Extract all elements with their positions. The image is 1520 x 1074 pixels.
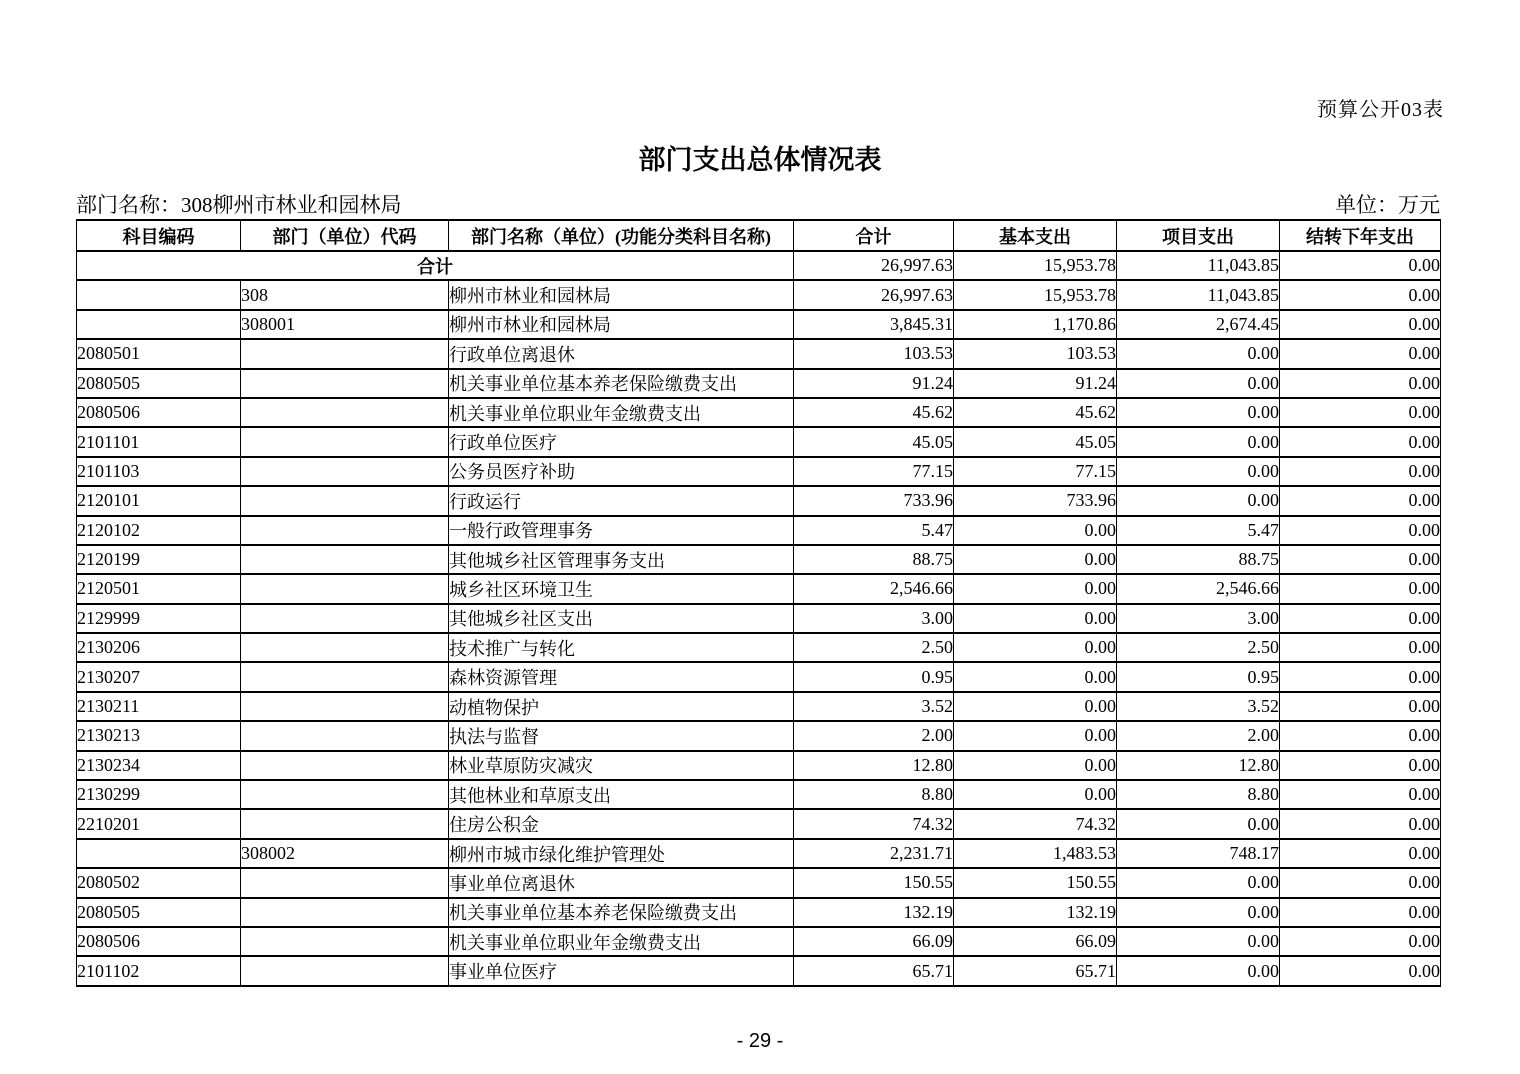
cell-carryover: 0.00 [1280,809,1441,838]
cell-dept-code [241,486,449,515]
table-row [77,604,1441,633]
cell-name: 行政单位医疗 [449,427,794,456]
cell-project: 2,674.45 [1117,310,1280,339]
grand-total-label: 合计 [77,251,794,280]
grand-total-basic: 15,953.78 [954,251,1117,280]
cell-basic: 132.19 [954,898,1117,927]
cell-basic: 0.00 [954,633,1117,662]
cell-dept-code [241,662,449,691]
cell-project: 2.00 [1117,721,1280,750]
cell-carryover: 0.00 [1280,692,1441,721]
cell-total: 45.62 [794,398,954,427]
cell-dept-code [241,898,449,927]
page-number: - 29 - [736,1030,784,1052]
cell-name: 柳州市林业和园林局 [449,280,794,309]
cell-name: 动植物保护 [449,692,794,721]
cell-project: 0.00 [1117,398,1280,427]
cell-subject-code: 2101101 [77,427,241,456]
header-dept-name: 部门名称（单位）(功能分类科目名称) [449,220,794,251]
cell-dept-code [241,427,449,456]
cell-basic: 0.00 [954,604,1117,633]
cell-name: 机关事业单位职业年金缴费支出 [449,927,794,956]
cell-carryover: 0.00 [1280,398,1441,427]
cell-basic: 0.00 [954,751,1117,780]
header-project-expenditure: 项目支出 [1117,220,1280,251]
cell-carryover: 0.00 [1280,310,1441,339]
cell-project: 2.50 [1117,633,1280,662]
cell-basic: 77.15 [954,457,1117,486]
cell-dept-code: 308002 [241,839,449,868]
cell-total: 8.80 [794,780,954,809]
cell-total: 26,997.63 [794,280,954,309]
cell-carryover: 0.00 [1280,369,1441,398]
cell-project: 0.00 [1117,486,1280,515]
cell-name: 森林资源管理 [449,662,794,691]
cell-name: 机关事业单位基本养老保险缴费支出 [449,369,794,398]
form-number-label: 预算公开03表 [1317,99,1444,121]
cell-name: 其他城乡社区管理事务支出 [449,545,794,574]
cell-dept-code [241,692,449,721]
cell-total: 2.00 [794,721,954,750]
cell-carryover: 0.00 [1280,751,1441,780]
expenditure-table [76,219,1441,987]
table-row [77,809,1441,838]
cell-total: 2,546.66 [794,574,954,603]
table-header [77,220,1441,251]
cell-dept-code [241,809,449,838]
table-row [77,721,1441,750]
cell-basic: 103.53 [954,339,1117,368]
cell-basic: 0.00 [954,780,1117,809]
table-row [77,310,1441,339]
cell-name: 柳州市林业和园林局 [449,310,794,339]
cell-name: 机关事业单位职业年金缴费支出 [449,398,794,427]
cell-dept-code [241,545,449,574]
cell-subject-code: 2101103 [77,457,241,486]
cell-total: 0.95 [794,662,954,691]
cell-dept-code [241,398,449,427]
cell-dept-code: 308 [241,280,449,309]
cell-carryover: 0.00 [1280,868,1441,897]
table-row [77,868,1441,897]
cell-subject-code: 2130299 [77,780,241,809]
cell-project: 0.00 [1117,809,1280,838]
cell-subject-code: 2130213 [77,721,241,750]
cell-project: 88.75 [1117,545,1280,574]
cell-name: 其他林业和草原支出 [449,780,794,809]
unit-label: 单位：万元 [1335,193,1440,217]
table-body [77,251,1441,986]
cell-name: 林业草原防灾减灾 [449,751,794,780]
cell-dept-code [241,339,449,368]
cell-dept-code [241,721,449,750]
cell-subject-code: 2130207 [77,662,241,691]
cell-carryover: 0.00 [1280,427,1441,456]
table-meta-row [76,189,1440,219]
table-row [77,339,1441,368]
cell-basic: 1,170.86 [954,310,1117,339]
table-row [77,398,1441,427]
cell-dept-code [241,751,449,780]
cell-name: 事业单位离退休 [449,868,794,897]
cell-basic: 733.96 [954,486,1117,515]
cell-project: 8.80 [1117,780,1280,809]
header-row [77,220,1441,251]
cell-total: 77.15 [794,457,954,486]
cell-basic: 91.24 [954,369,1117,398]
cell-carryover: 0.00 [1280,516,1441,545]
cell-carryover: 0.00 [1280,280,1441,309]
cell-project: 3.00 [1117,604,1280,633]
cell-dept-code [241,927,449,956]
header-subject-code: 科目编码 [77,220,241,251]
cell-project: 0.00 [1117,956,1280,985]
cell-basic: 0.00 [954,516,1117,545]
table-row [77,280,1441,309]
cell-carryover: 0.00 [1280,633,1441,662]
cell-subject-code: 2101102 [77,956,241,985]
table-row-grand-total [77,251,1441,280]
header-carryover-expenditure: 结转下年支出 [1280,220,1441,251]
cell-project: 0.00 [1117,339,1280,368]
cell-subject-code: 2080502 [77,868,241,897]
cell-total: 2,231.71 [794,839,954,868]
cell-project: 748.17 [1117,839,1280,868]
table-row [77,927,1441,956]
table-row [77,751,1441,780]
cell-name: 公务员医疗补助 [449,457,794,486]
header-basic-expenditure: 基本支出 [954,220,1117,251]
table-row [77,545,1441,574]
cell-dept-code [241,574,449,603]
cell-project: 0.00 [1117,898,1280,927]
cell-name: 城乡社区环境卫生 [449,574,794,603]
department-name-label: 部门名称：308柳州市林业和园林局 [76,193,402,217]
cell-total: 733.96 [794,486,954,515]
cell-subject-code: 2130211 [77,692,241,721]
cell-basic: 15,953.78 [954,280,1117,309]
cell-dept-code [241,604,449,633]
table-row [77,369,1441,398]
cell-dept-code [241,369,449,398]
cell-name: 技术推广与转化 [449,633,794,662]
cell-basic: 65.71 [954,956,1117,985]
cell-total: 88.75 [794,545,954,574]
cell-basic: 0.00 [954,574,1117,603]
cell-total: 65.71 [794,956,954,985]
cell-basic: 0.00 [954,692,1117,721]
cell-total: 3.00 [794,604,954,633]
cell-subject-code: 2130234 [77,751,241,780]
cell-basic: 45.05 [954,427,1117,456]
cell-carryover: 0.00 [1280,839,1441,868]
cell-project: 0.95 [1117,662,1280,691]
cell-project: 11,043.85 [1117,280,1280,309]
cell-subject-code: 2080505 [77,898,241,927]
header-dept-code: 部门（单位）代码 [241,220,449,251]
table-row [77,574,1441,603]
cell-carryover: 0.00 [1280,486,1441,515]
table-row [77,692,1441,721]
table-row [77,633,1441,662]
cell-basic: 0.00 [954,545,1117,574]
grand-total-carryover: 0.00 [1280,251,1441,280]
cell-project: 0.00 [1117,427,1280,456]
table-row [77,839,1441,868]
cell-subject-code: 2080505 [77,369,241,398]
cell-subject-code: 2080501 [77,339,241,368]
cell-subject-code: 2120101 [77,486,241,515]
cell-subject-code: 2129999 [77,604,241,633]
cell-carryover: 0.00 [1280,574,1441,603]
cell-project: 0.00 [1117,868,1280,897]
cell-carryover: 0.00 [1280,721,1441,750]
cell-subject-code: 2120102 [77,516,241,545]
cell-total: 2.50 [794,633,954,662]
cell-total: 103.53 [794,339,954,368]
cell-carryover: 0.00 [1280,457,1441,486]
cell-project: 2,546.66 [1117,574,1280,603]
table-row [77,780,1441,809]
cell-subject-code: 2120501 [77,574,241,603]
cell-basic: 0.00 [954,662,1117,691]
cell-carryover: 0.00 [1280,662,1441,691]
cell-total: 3,845.31 [794,310,954,339]
grand-total-project: 11,043.85 [1117,251,1280,280]
cell-basic: 1,483.53 [954,839,1117,868]
table-row [77,486,1441,515]
cell-dept-code [241,956,449,985]
cell-dept-code [241,780,449,809]
cell-subject-code: 2080506 [77,927,241,956]
table-row [77,516,1441,545]
cell-name: 执法与监督 [449,721,794,750]
cell-total: 5.47 [794,516,954,545]
cell-dept-code: 308001 [241,310,449,339]
cell-basic: 66.09 [954,927,1117,956]
table-row [77,898,1441,927]
cell-name: 其他城乡社区支出 [449,604,794,633]
cell-name: 行政运行 [449,486,794,515]
cell-basic: 150.55 [954,868,1117,897]
grand-total-total: 26,997.63 [794,251,954,280]
cell-carryover: 0.00 [1280,956,1441,985]
cell-name: 机关事业单位基本养老保险缴费支出 [449,898,794,927]
table-row [77,956,1441,985]
cell-subject-code: 2130206 [77,633,241,662]
cell-basic: 74.32 [954,809,1117,838]
cell-total: 45.05 [794,427,954,456]
table-row [77,427,1441,456]
cell-subject-code: 2120199 [77,545,241,574]
cell-dept-code [241,868,449,897]
cell-total: 12.80 [794,751,954,780]
cell-name: 柳州市城市绿化维护管理处 [449,839,794,868]
cell-carryover: 0.00 [1280,545,1441,574]
cell-subject-code [77,839,241,868]
cell-total: 3.52 [794,692,954,721]
cell-dept-code [241,457,449,486]
cell-name: 一般行政管理事务 [449,516,794,545]
cell-subject-code: 2080506 [77,398,241,427]
cell-name: 事业单位医疗 [449,956,794,985]
cell-dept-code [241,633,449,662]
header-total: 合计 [794,220,954,251]
cell-name: 住房公积金 [449,809,794,838]
table-row [77,662,1441,691]
cell-carryover: 0.00 [1280,780,1441,809]
cell-subject-code [77,310,241,339]
cell-carryover: 0.00 [1280,604,1441,633]
cell-total: 66.09 [794,927,954,956]
cell-basic: 0.00 [954,721,1117,750]
cell-project: 5.47 [1117,516,1280,545]
cell-project: 0.00 [1117,927,1280,956]
cell-project: 3.52 [1117,692,1280,721]
cell-subject-code [77,280,241,309]
table-row [77,457,1441,486]
cell-basic: 45.62 [954,398,1117,427]
cell-dept-code [241,516,449,545]
cell-carryover: 0.00 [1280,898,1441,927]
cell-name: 行政单位离退休 [449,339,794,368]
cell-total: 132.19 [794,898,954,927]
cell-subject-code: 2210201 [77,809,241,838]
cell-project: 0.00 [1117,369,1280,398]
page-title: 部门支出总体情况表 [638,145,882,175]
cell-project: 12.80 [1117,751,1280,780]
cell-total: 150.55 [794,868,954,897]
cell-total: 91.24 [794,369,954,398]
cell-project: 0.00 [1117,457,1280,486]
cell-total: 74.32 [794,809,954,838]
cell-carryover: 0.00 [1280,927,1441,956]
cell-carryover: 0.00 [1280,339,1441,368]
